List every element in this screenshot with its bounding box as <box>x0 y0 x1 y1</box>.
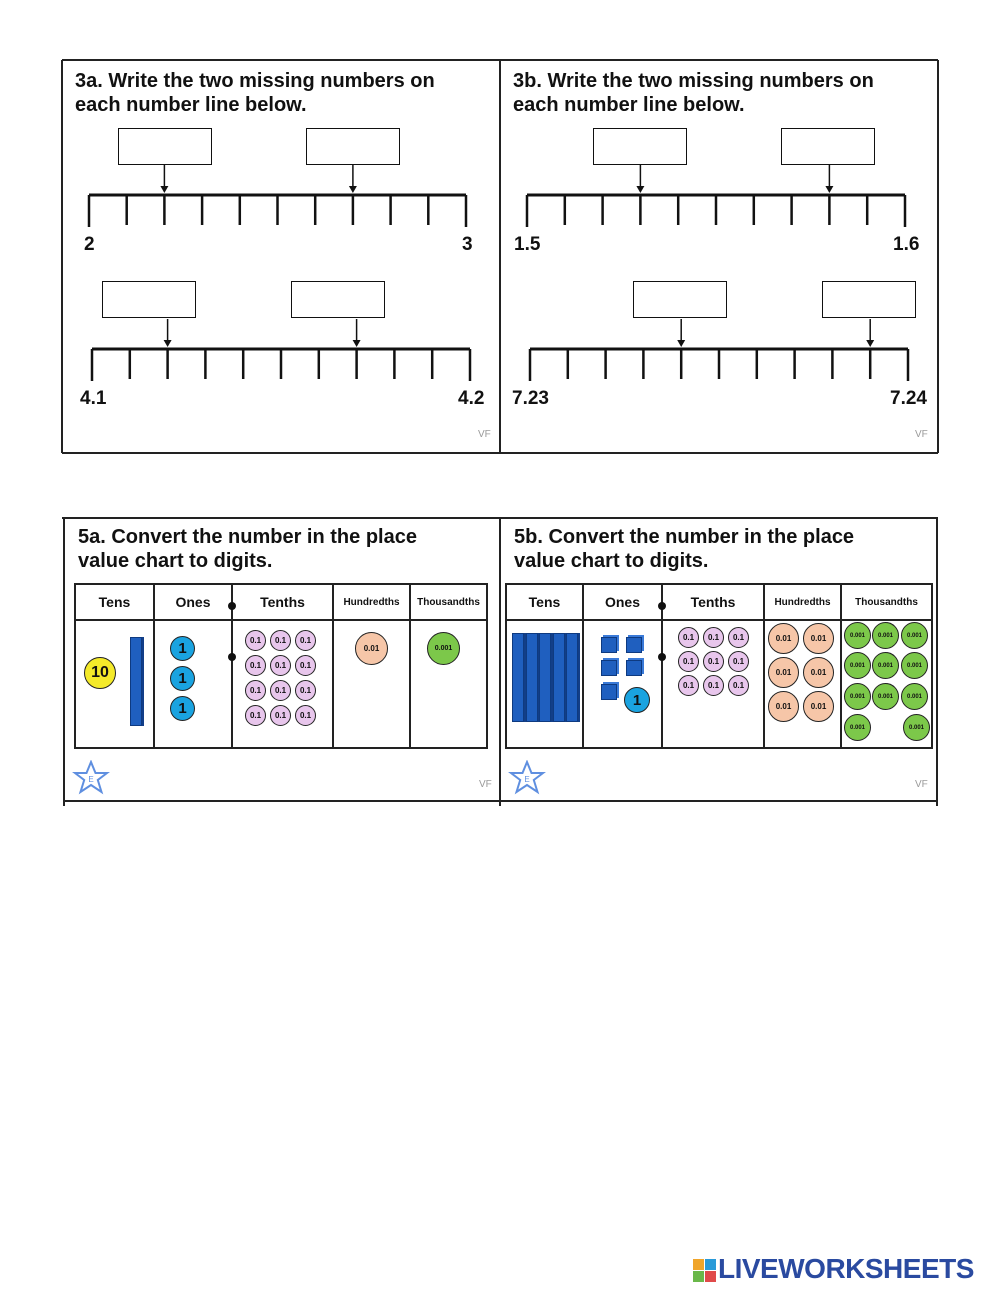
q5b-star-letter: E <box>524 775 530 784</box>
q5b-thousandth-disc: 0.001 <box>872 622 899 649</box>
q5b-hundredth-disc: 0.01 <box>803 691 834 722</box>
q5a-star-icon <box>72 760 110 796</box>
q5a-ten-disc: 10 <box>84 657 116 689</box>
q3a-line2-answer-box-1[interactable] <box>102 281 196 318</box>
q5b-one-disc: 1 <box>624 687 650 713</box>
q5b-ten-rod <box>539 633 551 722</box>
q5b-header-tens: Tens <box>528 594 561 610</box>
q3a-title-line1: 3a. Write the two missing numbers on <box>75 70 435 92</box>
q5b-thousandth-disc: 0.001 <box>901 683 928 710</box>
q5a-tenth-disc: 0.1 <box>270 655 291 676</box>
q5b-header-hundredths: Hundredths <box>774 597 831 608</box>
q5b-title-line2: value chart to digits. <box>514 550 709 572</box>
q5b-hundredth-disc: 0.01 <box>768 657 799 688</box>
q5a-footer: VF <box>479 779 492 790</box>
q3b-line2-arrow-head <box>866 340 874 347</box>
q5b-header-thousandths: Thousandths <box>855 597 918 608</box>
q5b-hundredth-disc: 0.01 <box>803 657 834 688</box>
q3a-footer: VF <box>478 429 491 440</box>
q5b-ten-rod <box>526 633 538 722</box>
q5b-thousandth-disc: 0.001 <box>901 622 928 649</box>
q5b-tenth-disc: 0.1 <box>728 675 749 696</box>
liveworksheets-logo: LIVEWORKSHEETS <box>718 1253 974 1284</box>
q3b-number-line-2 <box>0 314 1000 394</box>
q5a-tenth-disc: 0.1 <box>245 680 266 701</box>
q5b-hundredth-disc: 0.01 <box>768 623 799 654</box>
q3b-line1-arrow-head <box>825 186 833 193</box>
q3a-line2-answer-box-2[interactable] <box>291 281 385 318</box>
q5b-thousandth-disc: 0.001 <box>872 652 899 679</box>
q3a-line2-start-label: 4.1 <box>80 388 107 409</box>
q3a-line1-start-label: 2 <box>84 234 95 255</box>
q5a-tenth-disc: 0.1 <box>295 655 316 676</box>
q5a-one-disc: 1 <box>170 666 195 691</box>
q5b-tenth-disc: 0.1 <box>703 651 724 672</box>
q5b-tenth-disc: 0.1 <box>678 627 699 648</box>
q3b-line1-end-label: 1.6 <box>893 234 920 255</box>
q5a-header-hundredths: Hundredths <box>343 597 400 608</box>
q5a-tenth-disc: 0.1 <box>295 705 316 726</box>
q5b-thousandth-disc: 0.001 <box>903 714 930 741</box>
q5b-tenth-disc: 0.1 <box>703 675 724 696</box>
q3a-line2-end-label: 4.2 <box>458 388 485 409</box>
q5a-tenth-disc: 0.1 <box>295 680 316 701</box>
q5a-title-line2: value chart to digits. <box>78 550 273 572</box>
q3b-footer: VF <box>915 429 928 440</box>
q5b-tenth-disc: 0.1 <box>678 675 699 696</box>
q5b-hundredth-disc: 0.01 <box>803 623 834 654</box>
q3b-line2-answer-box-1[interactable] <box>633 281 727 318</box>
q5a-tenth-disc: 0.1 <box>245 705 266 726</box>
q5b-thousandth-disc: 0.001 <box>844 714 871 741</box>
q5a-tenth-disc: 0.1 <box>295 630 316 651</box>
q5a-title <box>78 525 417 573</box>
q5b-header-ones: Ones <box>604 594 640 610</box>
q5b-one-cube <box>601 684 617 700</box>
q5a-header-tens: Tens <box>98 594 131 610</box>
q3b-title-line1: 3b. Write the two missing numbers on <box>513 70 874 92</box>
q5b-ten-rod <box>566 633 578 722</box>
q3b-title <box>513 69 874 117</box>
q5a-title-line1: 5a. Convert the number in the place <box>78 526 417 548</box>
q5b-one-cube <box>626 660 642 676</box>
q5b-star-icon <box>508 760 546 796</box>
q5b-hundredth-disc: 0.01 <box>768 691 799 722</box>
q5b-ten-rod <box>512 633 524 722</box>
q5b-thousandth-disc: 0.001 <box>844 683 871 710</box>
q5a-star-letter: E <box>88 775 94 784</box>
q5a-one-disc: 1 <box>170 636 195 661</box>
q5a-tenth-disc: 0.1 <box>270 680 291 701</box>
q5a-tenth-disc: 0.1 <box>270 705 291 726</box>
q5a-hundredth-disc: 0.01 <box>355 632 388 665</box>
q5a-tenth-disc: 0.1 <box>245 630 266 651</box>
q3b-line2-start-label: 7.23 <box>512 388 549 409</box>
q5b-one-cube <box>626 637 642 653</box>
q5b-title-line1: 5b. Convert the number in the place <box>514 526 855 548</box>
q5b-ten-rod <box>553 633 565 722</box>
q5b-footer: VF <box>915 779 928 790</box>
q5a-thousandth-disc: 0.001 <box>427 632 460 665</box>
q3a-title <box>75 69 435 117</box>
q3b-line2-arrow-head <box>677 340 685 347</box>
q3b-line1-start-label: 1.5 <box>514 234 541 255</box>
q3b-number-line-1 <box>0 160 1000 240</box>
q5b-tenth-disc: 0.1 <box>703 627 724 648</box>
q5a-header-thousandths: Thousandths <box>417 597 480 608</box>
q3a-title-line2: each number line below. <box>75 94 307 116</box>
q3b-title-line2: each number line below. <box>513 94 745 116</box>
q5b-thousandth-disc: 0.001 <box>844 652 871 679</box>
q3b-line2-end-label: 7.24 <box>890 388 927 409</box>
q5a-one-disc: 1 <box>170 696 195 721</box>
liveworksheets-logo-icon <box>693 1259 717 1283</box>
q3a-line1-end-label: 3 <box>462 234 473 255</box>
q5b-header-tenths: Tenths <box>690 594 736 610</box>
q3b-line2-answer-box-2[interactable] <box>822 281 916 318</box>
q5a-tenth-disc: 0.1 <box>245 655 266 676</box>
q5b-title <box>514 525 854 573</box>
q5a-header-tenths: Tenths <box>260 594 305 610</box>
q5b-one-cube <box>601 637 617 653</box>
q5b-thousandth-disc: 0.001 <box>872 683 899 710</box>
q5b-tenth-disc: 0.1 <box>678 651 699 672</box>
q5b-thousandth-disc: 0.001 <box>901 652 928 679</box>
q5b-tenth-disc: 0.1 <box>728 651 749 672</box>
q5b-thousandth-disc: 0.001 <box>844 622 871 649</box>
q5a-header-ones: Ones <box>175 594 211 610</box>
q5b-tenth-disc: 0.1 <box>728 627 749 648</box>
q5b-one-cube <box>601 660 617 676</box>
q3b-line1-arrow-head <box>636 186 644 193</box>
q5a-tenth-disc: 0.1 <box>270 630 291 651</box>
